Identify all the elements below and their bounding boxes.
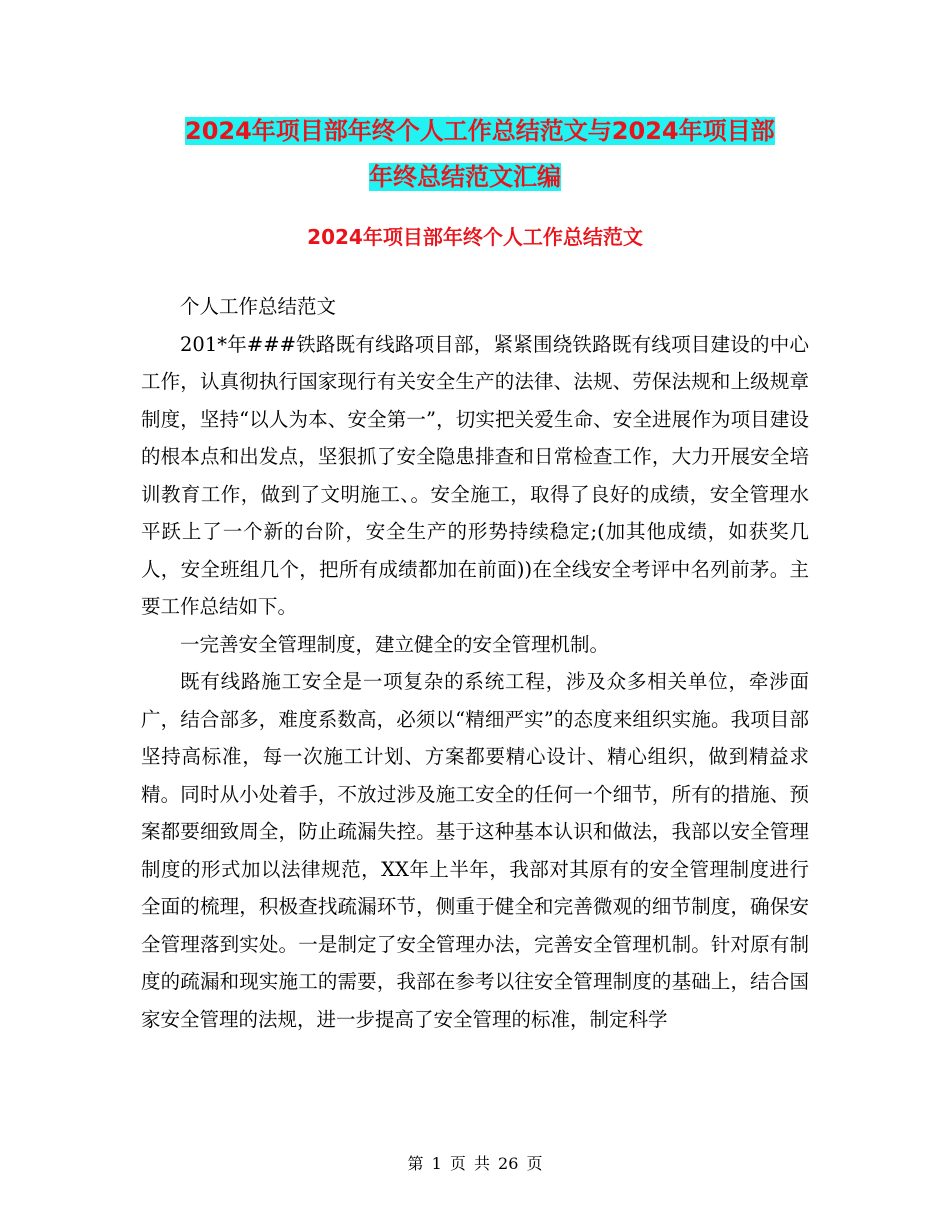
document-body [141, 288, 809, 1038]
document-title [185, 108, 825, 200]
paragraph-section-heading: 一完善安全管理制度，建立健全的安全管理机制。 [180, 632, 610, 656]
title-line-2 [185, 154, 825, 200]
title-line-1-text: 2024年项目部年终个人工作总结范文与2024年项目部 [185, 117, 775, 145]
paragraph: 201*年###铁路既有线路项目部，紧紧围绕铁路既有线项目建设的中心工作，认真彻执行国家现行有关安全生产的法律、法规、劳保法规和上级规章制度，坚持“以人为本、安全第一”，切实把关爱生命、安全进展作为项目建设的根本点和出发点，坚狠抓了安全隐患排查和日常检查工作，大力开展安全培训教育工作，做到了文明施工、。安全施工，取得了良好的成绩，安全管理水平跃上了一个新的台阶，安全生产的形势持续稳定;(加其他成绩，如获奖几人，安全班组几个，把所有成绩都加在前面))在全线安全考评中名列前茅。主要工作总结如下。 [141, 332, 809, 618]
title-line-2-text: 年终总结范文汇编 [369, 163, 561, 191]
paragraph: 既有线路施工安全是一项复杂的系统工程，涉及众多相关单位，牵涉面广，结合部多，难度系数高，必须以“精细严实”的态度来组织实施。我项目部坚持高标准，每一次施工计划、方案都要精心设计、精心组织，做到精益求精。同时从小处着手，不放过涉及施工安全的任何一个细节，所有的措施、预案都要细致周全，防止疏漏失控。基于这种基本认识和做法，我部以安全管理制度的形式加以法律规范，XX年上半年，我部对其原有的安全管理制度进行全面的梳理，积极查找疏漏环节，侧重于健全和完善微观的细节制度，确保安全管理落到实处。一是制定了安全管理办法，完善安全管理机制。针对原有制度的疏漏和现实施工的需要，我部在参考以往安全管理制度的基础上，结合国家安全管理的法规，进一步提高了安全管理的标准，制定科学 [141, 670, 809, 1031]
title-line-1 [185, 108, 825, 154]
page-footer: 第 1 页 共 26 页 [407, 1154, 543, 1173]
paragraph-heading: 个人工作总结范文 [180, 295, 337, 318]
section-title: 2024年项目部年终个人工作总结范文 [307, 225, 643, 249]
